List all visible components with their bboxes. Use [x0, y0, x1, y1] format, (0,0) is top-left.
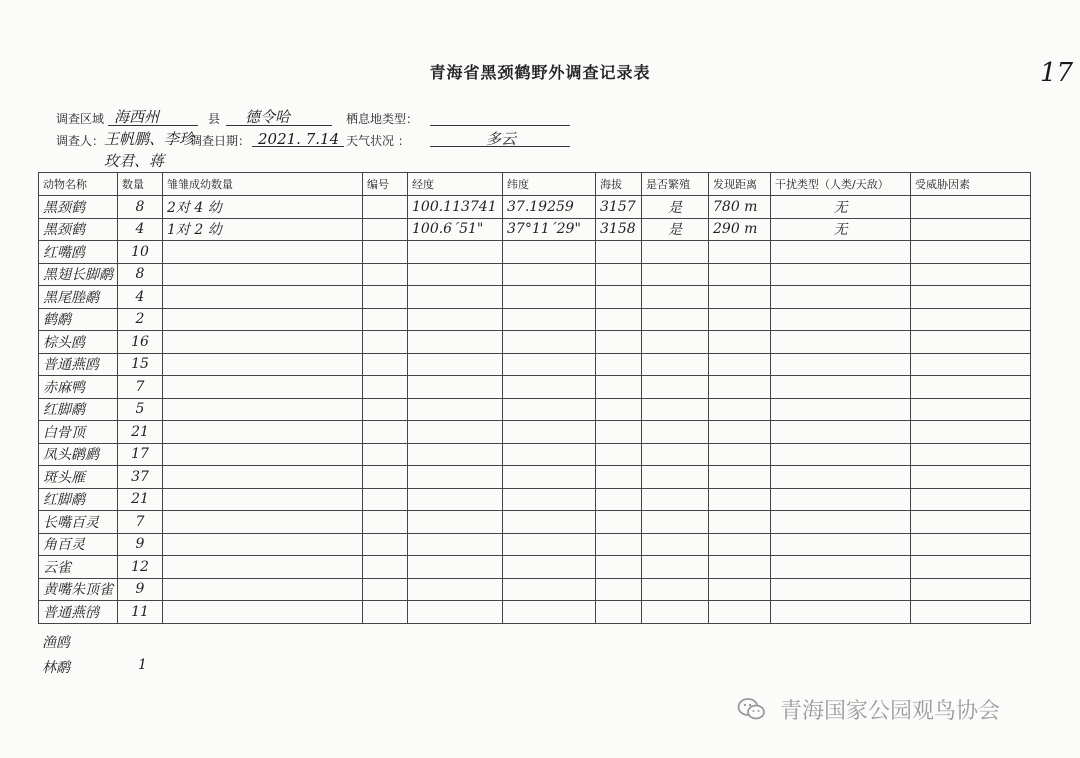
- table-cell: [503, 511, 596, 534]
- table-cell: 是: [642, 196, 709, 219]
- table-cell: [163, 286, 363, 309]
- table-row: [39, 398, 1031, 421]
- table-row: [39, 331, 1031, 354]
- table-cell: [642, 488, 709, 511]
- table-cell: [363, 578, 408, 601]
- table-cell: [163, 488, 363, 511]
- table-cell: [771, 376, 911, 399]
- table-cell: 普通燕鸻: [39, 601, 118, 624]
- table-cell: 2: [118, 308, 163, 331]
- county-underline: [226, 125, 332, 126]
- table-cell: 3157: [596, 196, 642, 219]
- table-cell: 780 m: [709, 196, 771, 219]
- table-row: [39, 578, 1031, 601]
- table-cell: [408, 398, 503, 421]
- table-cell: [709, 488, 771, 511]
- table-cell: [596, 601, 642, 624]
- table-cell: [363, 218, 408, 241]
- table-cell: 4: [118, 286, 163, 309]
- table-cell: [363, 511, 408, 534]
- county-label: 县: [208, 112, 221, 126]
- table-cell: [709, 511, 771, 534]
- table-cell: [596, 533, 642, 556]
- table-cell: [503, 331, 596, 354]
- table-row: [39, 196, 1031, 219]
- table-cell: 37.19259: [503, 196, 596, 219]
- date-underline: [252, 146, 344, 147]
- table-cell: [408, 601, 503, 624]
- date-value: 2021. 7.14: [258, 130, 340, 148]
- table-cell: [596, 241, 642, 264]
- table-cell: [408, 241, 503, 264]
- table-cell: [408, 353, 503, 376]
- table-cell: [771, 511, 911, 534]
- table-cell: [911, 241, 1031, 264]
- table-cell: [911, 331, 1031, 354]
- table-cell: [163, 466, 363, 489]
- table-cell: [363, 286, 408, 309]
- overflow-entry-name: 渔鸥: [42, 635, 70, 651]
- table-cell: 11: [118, 601, 163, 624]
- table-cell: 290 m: [709, 218, 771, 241]
- table-cell: [771, 578, 911, 601]
- table-cell: [642, 443, 709, 466]
- table-cell: [911, 308, 1031, 331]
- table-cell: [642, 511, 709, 534]
- table-cell: [363, 308, 408, 331]
- table-cell: [503, 601, 596, 624]
- table-cell: [911, 511, 1031, 534]
- table-cell: 白骨顶: [39, 421, 118, 444]
- table-cell: 100.6´51": [408, 218, 503, 241]
- table-cell: [911, 218, 1031, 241]
- table-cell: [911, 556, 1031, 579]
- table-cell: [642, 601, 709, 624]
- table-cell: [408, 578, 503, 601]
- table-cell: [363, 421, 408, 444]
- table-cell: [771, 601, 911, 624]
- table-cell: 2对 4 幼: [163, 196, 363, 219]
- table-cell: [363, 533, 408, 556]
- table-row: [39, 511, 1031, 534]
- area-underline: [108, 125, 198, 126]
- table-cell: 黑尾塍鹬: [39, 286, 118, 309]
- table-cell: [771, 443, 911, 466]
- table-cell: [642, 376, 709, 399]
- table-cell: [771, 353, 911, 376]
- table-cell: 7: [118, 376, 163, 399]
- table-row: [39, 241, 1031, 264]
- table-cell: [911, 376, 1031, 399]
- table-cell: [408, 286, 503, 309]
- table-cell: 棕头鸥: [39, 331, 118, 354]
- table-cell: [503, 398, 596, 421]
- table-cell: 10: [118, 241, 163, 264]
- table-cell: [596, 578, 642, 601]
- table-cell: 7: [118, 511, 163, 534]
- table-body: [39, 196, 1031, 624]
- surveyor-value: 王帆鹏、李珍: [104, 130, 195, 148]
- column-header: 海拔: [596, 173, 642, 196]
- table-cell: 黑颈鹤: [39, 196, 118, 219]
- table-cell: 斑头雁: [39, 466, 118, 489]
- table-cell: 8: [118, 263, 163, 286]
- table-cell: [642, 466, 709, 489]
- table-cell: [911, 353, 1031, 376]
- wechat-icon: [737, 697, 767, 727]
- weather-label: 天气状况 ：: [346, 134, 410, 148]
- table-cell: [363, 353, 408, 376]
- table-cell: 黑翅长脚鹬: [39, 263, 118, 286]
- table-cell: [596, 421, 642, 444]
- column-header: 数量: [118, 173, 163, 196]
- table-cell: [771, 556, 911, 579]
- table-cell: [771, 286, 911, 309]
- column-header: 是否繁殖: [642, 173, 709, 196]
- table-cell: [596, 263, 642, 286]
- table-row: [39, 353, 1031, 376]
- table-cell: [408, 511, 503, 534]
- table-cell: [596, 331, 642, 354]
- table-cell: 1对 2 幼: [163, 218, 363, 241]
- table-cell: 37: [118, 466, 163, 489]
- table-cell: [408, 533, 503, 556]
- table-row: [39, 376, 1031, 399]
- table-cell: [709, 353, 771, 376]
- table-cell: 21: [118, 488, 163, 511]
- table-cell: [503, 376, 596, 399]
- table-cell: [363, 331, 408, 354]
- table-cell: 4: [118, 218, 163, 241]
- table-cell: [911, 601, 1031, 624]
- table-cell: 37°11´29": [503, 218, 596, 241]
- table-cell: [911, 196, 1031, 219]
- table-cell: [408, 466, 503, 489]
- table-cell: [911, 263, 1031, 286]
- table-cell: [911, 398, 1031, 421]
- table-cell: 无: [771, 218, 911, 241]
- table-cell: [771, 533, 911, 556]
- table-cell: [771, 331, 911, 354]
- table-cell: [503, 556, 596, 579]
- table-cell: [642, 533, 709, 556]
- table-cell: [709, 601, 771, 624]
- header-row-1: [0, 108, 1080, 128]
- county-value: 德令哈: [245, 108, 291, 126]
- table-cell: [163, 421, 363, 444]
- table-cell: [596, 466, 642, 489]
- table-cell: [163, 556, 363, 579]
- area-label: 调查区域: [56, 112, 105, 126]
- table-cell: [363, 601, 408, 624]
- table-cell: [408, 308, 503, 331]
- table-cell: [596, 556, 642, 579]
- table-cell: 红嘴鸥: [39, 241, 118, 264]
- table-cell: 云雀: [39, 556, 118, 579]
- overflow-entry-count: 1: [138, 657, 147, 673]
- table-cell: [363, 466, 408, 489]
- table-row: [39, 443, 1031, 466]
- table-cell: [642, 578, 709, 601]
- table-cell: [363, 556, 408, 579]
- table-cell: 鹤鹬: [39, 308, 118, 331]
- table-cell: [408, 376, 503, 399]
- area-value: 海西州: [114, 108, 160, 126]
- column-header: 经度: [408, 173, 503, 196]
- date-label: 调查日期：: [190, 134, 251, 148]
- table-cell: [709, 443, 771, 466]
- column-header: 雏雏成幼数量: [163, 173, 363, 196]
- table-row: [39, 421, 1031, 444]
- column-header: 编号: [363, 173, 408, 196]
- table-row: [39, 533, 1031, 556]
- table-cell: [771, 421, 911, 444]
- table-cell: 8: [118, 196, 163, 219]
- table-cell: [596, 286, 642, 309]
- table-cell: 红脚鹬: [39, 488, 118, 511]
- table-row: [39, 308, 1031, 331]
- table-cell: [911, 488, 1031, 511]
- table-cell: [596, 488, 642, 511]
- table-cell: [363, 488, 408, 511]
- table-cell: [408, 556, 503, 579]
- table-cell: [363, 263, 408, 286]
- form-title: 青海省黑颈鹤野外调查记录表: [429, 63, 651, 82]
- table-cell: 角百灵: [39, 533, 118, 556]
- table-cell: 无: [771, 196, 911, 219]
- table-cell: 100.113741: [408, 196, 503, 219]
- table-cell: 9: [118, 533, 163, 556]
- table-cell: [363, 443, 408, 466]
- table-cell: [596, 398, 642, 421]
- table-cell: [771, 398, 911, 421]
- table-cell: [163, 578, 363, 601]
- table-cell: [642, 263, 709, 286]
- weather-underline: [430, 146, 570, 147]
- table-cell: [642, 421, 709, 444]
- surveyor-label: 调查人：: [56, 134, 105, 148]
- table-cell: [642, 308, 709, 331]
- table-cell: [709, 398, 771, 421]
- table-cell: [503, 241, 596, 264]
- table-cell: [709, 421, 771, 444]
- table-cell: [642, 353, 709, 376]
- table-row: [39, 556, 1031, 579]
- table-cell: [596, 353, 642, 376]
- table-cell: [163, 511, 363, 534]
- table-cell: [408, 331, 503, 354]
- column-header: 动物名称: [39, 173, 118, 196]
- table-cell: [642, 241, 709, 264]
- table-cell: [163, 263, 363, 286]
- table-cell: 5: [118, 398, 163, 421]
- table-cell: 赤麻鸭: [39, 376, 118, 399]
- table-cell: [163, 398, 363, 421]
- table-cell: 3158: [596, 218, 642, 241]
- weather-value: 多云: [486, 130, 517, 148]
- table-cell: [911, 466, 1031, 489]
- table-cell: [642, 286, 709, 309]
- table-cell: [163, 308, 363, 331]
- table-cell: [911, 533, 1031, 556]
- table-cell: 12: [118, 556, 163, 579]
- table-cell: [363, 398, 408, 421]
- table-cell: 9: [118, 578, 163, 601]
- table-cell: [911, 443, 1031, 466]
- table-cell: 21: [118, 421, 163, 444]
- table-cell: [503, 466, 596, 489]
- table-cell: 黑颈鹤: [39, 218, 118, 241]
- surveyor-value-2: 玫君、蒋: [104, 152, 165, 170]
- table-cell: [642, 331, 709, 354]
- table-cell: [771, 488, 911, 511]
- table-cell: [163, 376, 363, 399]
- column-header: 纬度: [503, 173, 596, 196]
- table-cell: [642, 556, 709, 579]
- survey-table: [38, 172, 1031, 624]
- table-cell: [503, 286, 596, 309]
- table-cell: [771, 263, 911, 286]
- table-row: [39, 263, 1031, 286]
- watermark-text: 青海国家公园观鸟协会: [780, 699, 1001, 724]
- table-cell: [503, 353, 596, 376]
- table-cell: [596, 308, 642, 331]
- table-cell: [709, 263, 771, 286]
- habitat-label: 栖息地类型：: [346, 112, 419, 126]
- table-cell: [408, 443, 503, 466]
- table-cell: [709, 533, 771, 556]
- table-cell: 15: [118, 353, 163, 376]
- watermark: [737, 694, 1000, 727]
- table-row: [39, 488, 1031, 511]
- table-cell: [408, 263, 503, 286]
- table-cell: [709, 286, 771, 309]
- table-cell: [363, 376, 408, 399]
- table-row: [39, 286, 1031, 309]
- table-cell: [503, 578, 596, 601]
- header-row-2: [0, 130, 1080, 150]
- table-cell: 凤头䴙䴘: [39, 443, 118, 466]
- table-cell: 黄嘴朱顶雀: [39, 578, 118, 601]
- table-cell: [642, 398, 709, 421]
- table-cell: 17: [118, 443, 163, 466]
- table-cell: 是: [642, 218, 709, 241]
- column-header: 干扰类型（人类/天敌）: [771, 173, 911, 196]
- table-row: [39, 601, 1031, 624]
- table-cell: 普通燕鸥: [39, 353, 118, 376]
- table-cell: [163, 353, 363, 376]
- table-cell: [709, 308, 771, 331]
- table-cell: [408, 421, 503, 444]
- table-cell: [771, 241, 911, 264]
- table-cell: [408, 488, 503, 511]
- table-cell: [709, 241, 771, 264]
- table-header-row: [39, 173, 1031, 196]
- table-cell: [503, 421, 596, 444]
- column-header: 受威胁因素: [911, 173, 1031, 196]
- table-cell: [503, 308, 596, 331]
- column-header: 发现距离: [709, 173, 771, 196]
- table-cell: [503, 533, 596, 556]
- page-number: 17: [1040, 58, 1074, 88]
- table-cell: [709, 556, 771, 579]
- table-row: [39, 218, 1031, 241]
- table-cell: [596, 511, 642, 534]
- table-cell: [596, 376, 642, 399]
- table-cell: [163, 331, 363, 354]
- table-cell: [363, 196, 408, 219]
- table-cell: [163, 443, 363, 466]
- table-cell: [911, 286, 1031, 309]
- table-cell: [503, 443, 596, 466]
- table-cell: [911, 578, 1031, 601]
- habitat-underline: [430, 125, 570, 126]
- table-cell: [771, 308, 911, 331]
- table-cell: [709, 376, 771, 399]
- table-cell: [503, 263, 596, 286]
- overflow-entry-name: 林鹬: [42, 660, 70, 676]
- table-cell: [771, 466, 911, 489]
- table-cell: [596, 443, 642, 466]
- table-cell: 16: [118, 331, 163, 354]
- table-cell: [503, 488, 596, 511]
- table-cell: [709, 578, 771, 601]
- table-cell: [163, 601, 363, 624]
- table-cell: 长嘴百灵: [39, 511, 118, 534]
- table-cell: [911, 421, 1031, 444]
- table-row: [39, 466, 1031, 489]
- table-cell: [163, 533, 363, 556]
- table-cell: [163, 241, 363, 264]
- table-cell: 红脚鹬: [39, 398, 118, 421]
- table-cell: [709, 466, 771, 489]
- table-cell: [363, 241, 408, 264]
- table-cell: [709, 331, 771, 354]
